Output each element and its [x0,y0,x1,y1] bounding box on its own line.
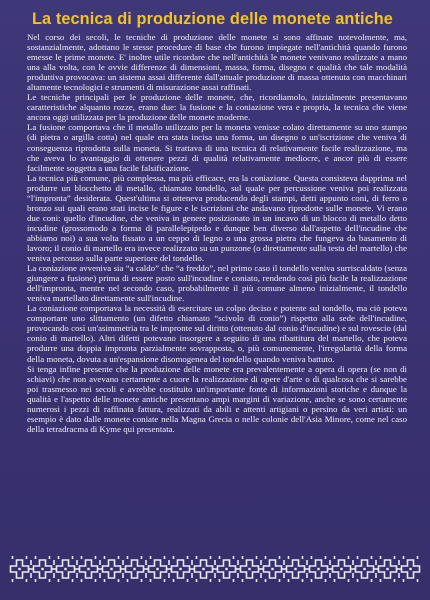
paragraph: La coniazione comportava la necessità di esercitare un colpo deciso e potente sul tondello, ma ciò poteva comportare uno slittamento (un difetto chiamato “scivolo di conio”) rispetto alla sede dell'incudine, provocando così un'asimmetria tra le impronte sul diritto (ottenuto dal conio d'incudine) e sul rovescio (dal conio di martello). Altri difetti potevano insorgere a seguito di una ribattitura del martello, che poteva produrre una doppia impronta parzialmente sovrapposta, o, più comunemente, l'irregolarità della forma della moneta, dovuta a un'espansione disomogenea del tondello quando veniva battuto. [27,303,407,364]
decorative-border [8,555,422,583]
page-title: La tecnica di produzione delle monete antiche [32,10,393,28]
ornament-motif [126,556,149,582]
ornament-motif [80,556,103,582]
ornament-motif [241,556,264,582]
ornament-motif [11,556,34,582]
body-text [27,32,407,434]
ornament-motif [333,556,356,582]
ornament-motif [356,556,379,582]
ornament-motif [379,556,402,582]
paragraph: La fusione comportava che il metallo utilizzato per la moneta venisse colato direttamente su uno stampo (di pietra o argilla cotta) nel quale era stata incisa una forma, un disegno o un'iscrizione che veniva di conseguenza riprodotta sulla moneta. Si trattava di una tecnica di relativamente facile realizzazione, ma che aveva lo svantaggio di ottenere pezzi di qualità relativamente mediocre, e ancor più di essere facilmente soggetta a una facile falsificazione. [27,122,407,173]
ornament-motif [195,556,218,582]
paragraph: La coniazione avveniva sia “a caldo” che “a freddo”, nel primo caso il tondello veniva surriscaldato (senza giungere a fusione) prima di essere posto sull'incudine e coniato, rendendo così più facile la realizzazione dell'impronta, mentre nel secondo caso, probabilmente il più comune almeno inizialmente, il tondello veniva martellato direttamente sull'incudine. [27,263,407,304]
ornament-motif [149,556,172,582]
paragraph: La tecnica più comune, più complessa, ma più efficace, era la coniazione. Questa consisteva dapprima nel produrre un blocchetto di metallo, chiamato tondello, sul quale per percussione veniva poi realizzata “l'impronta” desiderata. Quest'ultima si otteneva producendo degli stampi, detti appunto coni, di ferro o bronzo sui quali erano stati incise le figure e le iscrizioni che andavano riprodotte sulle monete. Vi erano due coni: quello d'incudine, che veniva in genere posizionato in un incavo di un blocco di metallo detto incudine (grossomodo a forma di parallelepipedo e dunque ben diverso dall'aspetto dell'incudine che abbiamo noi) a sua volta fissato a un ceppo di legno o una grossa pietra che fungeva da basamento di lavoro; il conio di martello era invece realizzato su un punzone (o direttamente sulla testa del martello) che veniva percosso sulla parte superiore del tondello. [27,172,407,264]
ornament-motif [172,556,195,582]
ornament-motif [310,556,333,582]
ornament-motif [103,556,126,582]
ornament-motif [218,556,241,582]
paragraph: Si tenga infine presente che la produzione delle monete era prevalentemente a opera di opera (se non di schiavi) che non avevano certamente a cuore la realizzazione di opere d'arte o di qualcosa che si sarebbe poi trasmesso nei secoli e avrebbe costituito un'importante fonte di informazioni storiche e dunque la qualità e l'aspetto delle monete antiche presentano ampi margini di variazione, anche se sono certamente numerosi i pezzi di raffinata fattura, realizzati da abili e attenti artigiani o persino da veri artisti: un esempio è dato dalle monete coniate nella Magna Grecia o nelle colonie dell'Asia Minore, come nel caso della tetradracma di Kyme qui presentata. [27,363,407,434]
paragraph: Le tecniche principali per le produzione delle monete, che, ricordiamolo, inizialmente presentavano caratteristiche alquanto rozze, erano due: la fusione e la coniazione vera e propria, la tecnica che viene ancora oggi utilizzata per la produzione delle monete moderne. [27,92,407,123]
ornament-motif [34,556,57,582]
ornament-motif [287,556,310,582]
ornament-motif [57,556,80,582]
paragraph: Nel corso dei secoli, le tecniche di produzione delle monete si sono affinate notevolmente, ma, sostanzialmente, adottano le stesse procedure di base che furono impiegate nell'antichità quando furono emesse le prime monete. E' inoltre utile ricordare che nell'antichità le monete venivano realizzate a mano una alla volta, con le ovvie differenze di dimensioni, massa, forma, disegno e qualità che tale modalità produttiva provocava: un sistema assai differente dall'attuale produzione di massa ottenuta con macchinari altamente tecnologici e strumenti di misurazione assai raffinati. [27,32,407,93]
ornament-motif [402,556,420,582]
ornament-motif [264,556,287,582]
